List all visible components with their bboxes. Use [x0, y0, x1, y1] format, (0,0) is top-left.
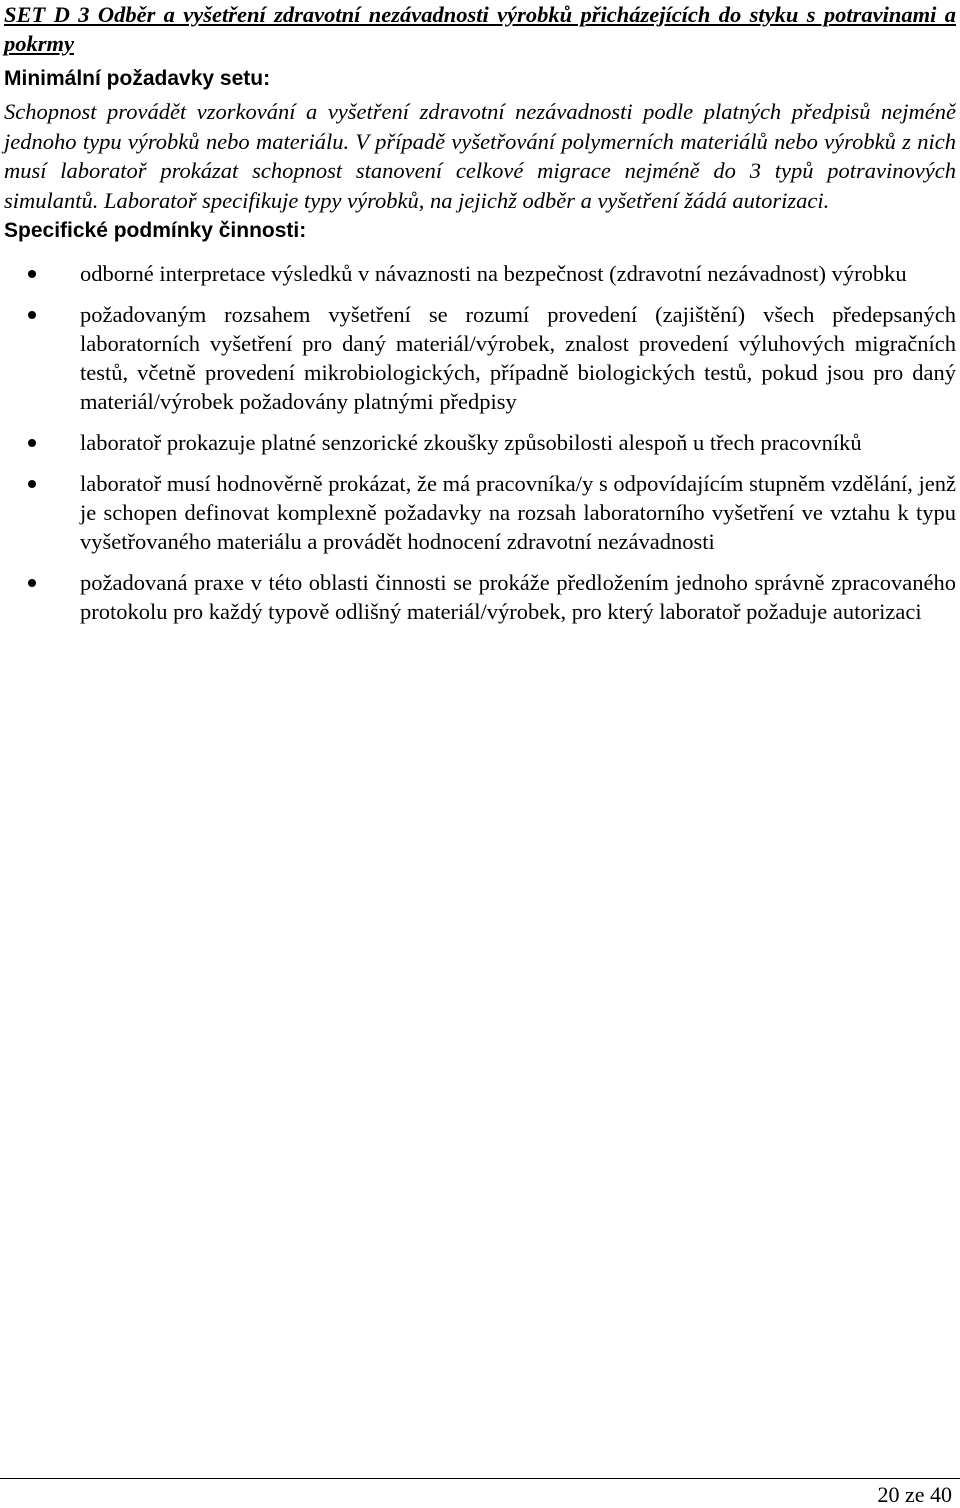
condition-text: požadovaným rozsahem vyšetření se rozumí provedení (zajištění) všech předepsaných laboratorních vyšetření pro daný materiál/výrobek, znalost provedení výluhových migračních testů, včetně provedení mikrobiologických, případně biologických testů, pokud jsou pro daný materiál/výrobek požadovány platnými předpisy	[80, 302, 956, 414]
condition-text: laboratoř musí hodnověrně prokázat, že má pracovníka/y s odpovídajícím stupněm vzdělání, jenž je schopen definovat komplexně požadavky na rozsah laboratorního vyšetření ve vztahu k typu vyšetřovaného materiálu a provádět hodnocení zdravotní nezávadnosti	[80, 471, 956, 554]
page-number: 20 ze 40	[877, 1482, 952, 1507]
condition-text: odborné interpretace výsledků v návaznosti na bezpečnost (zdravotní nezávadnost) výrobku	[80, 261, 907, 286]
condition-item	[4, 300, 956, 416]
requirements-heading: Minimální požadavky setu:	[4, 67, 271, 90]
document-page	[4, 0, 956, 638]
condition-item	[4, 469, 956, 556]
conditions-heading: Specifické podmínky činnosti:	[4, 219, 307, 242]
bullet-icon	[28, 311, 36, 319]
condition-item	[4, 259, 956, 288]
condition-item	[4, 428, 956, 457]
footer-divider	[0, 1478, 960, 1479]
condition-text: požadovaná praxe v této oblasti činnosti se prokáže předložením jednoho správně zpracovaného protokolu pro každý typově odlišný materiál/výrobek, pro který laboratoř požaduje autorizaci	[80, 570, 956, 624]
condition-text: laboratoř prokazuje platné senzorické zkoušky způsobilosti alespoň u třech pracovníků	[80, 430, 862, 455]
conditions-list	[4, 259, 956, 626]
requirements-text: Schopnost provádět vzorkování a vyšetření zdravotní nezávadnosti podle platných předpisů nejméně jednoho typu výrobků nebo materiálu. V případě vyšetřování polymerních materiálů nebo výrobků z nich musí laboratoř prokázat schopnost stanovení celkové migrace nejméně do 3 typů potravinových simulantů. Laboratoř specifikuje typy výrobků, na jejichž odběr a vyšetření žádá autorizaci.	[4, 99, 956, 213]
bullet-icon	[28, 270, 36, 278]
bullet-icon	[28, 480, 36, 488]
bullet-icon	[28, 439, 36, 447]
condition-item	[4, 568, 956, 626]
bullet-icon	[28, 579, 36, 587]
document-title: SET D 3 Odběr a vyšetření zdravotní nezávadnosti výrobků přicházejících do styku s potravinami a pokrmy	[4, 2, 956, 56]
